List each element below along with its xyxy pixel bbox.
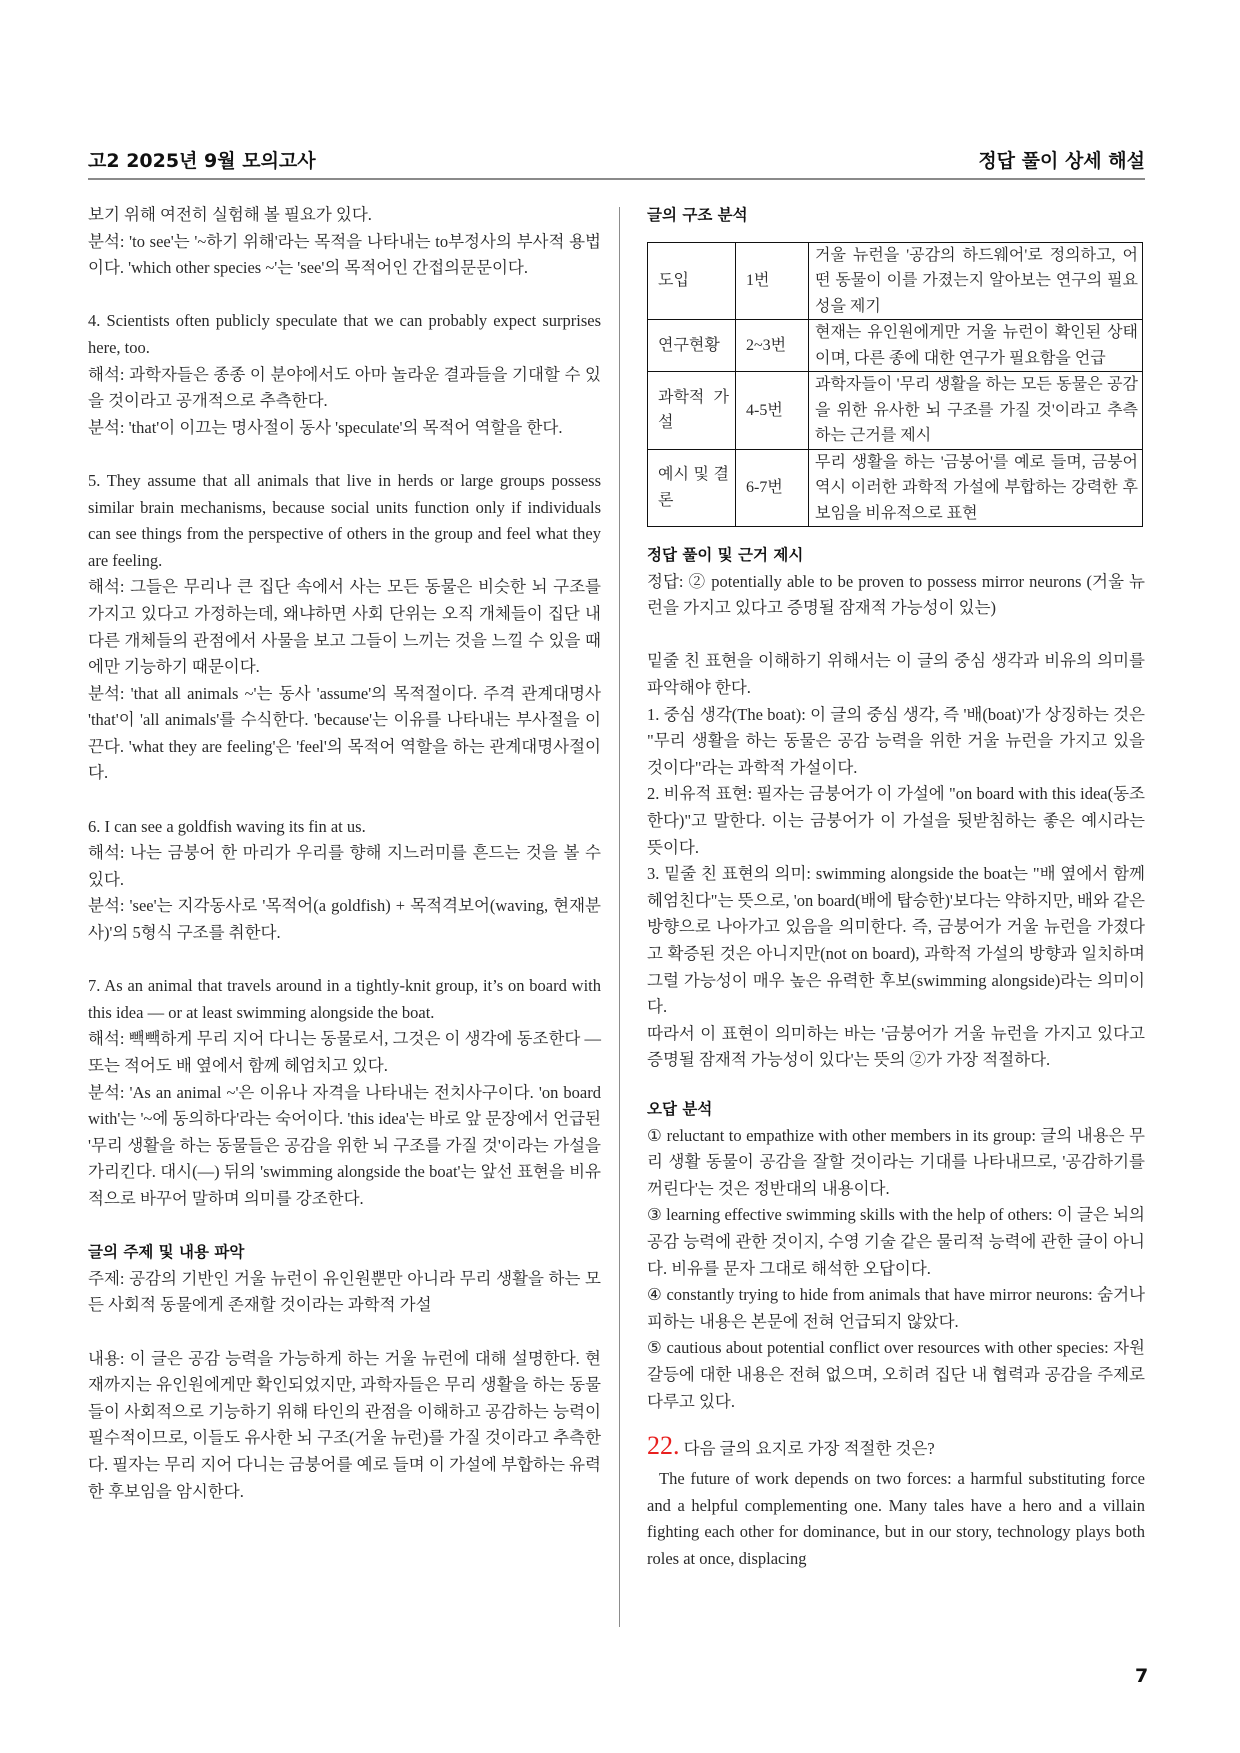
stage-cell: 예시 및 결론 xyxy=(648,449,736,527)
sentence-range-cell: 2~3번 xyxy=(736,320,809,372)
description-cell: 과학자들이 '무리 생활을 하는 모든 동물은 공감을 위한 유사한 뇌 구조를 가질 것'이라고 추측하는 근거를 제시 xyxy=(809,372,1143,450)
question-heading xyxy=(647,1429,1145,1466)
stage-cell: 과학적 가설 xyxy=(648,372,736,450)
question-prompt: 다음 글의 요지로 가장 적절한 것은? xyxy=(683,1439,935,1459)
section-heading: 글의 주제 및 내용 파악 xyxy=(88,1243,245,1262)
answer-section xyxy=(647,542,1145,1074)
english-sentence: 5. They assume that all animals that live in herds or large groups possess similar brain mechanisms, because social units function only if individuals can see things from the perspective of others in the group and feel what they are feeling. xyxy=(88,470,601,570)
wrong-answers-section xyxy=(647,1096,1145,1415)
right-column xyxy=(647,202,1145,1572)
exam-title: 고2 2025년 9월 모의고사 xyxy=(88,150,316,172)
description-cell: 거울 뉴런을 '공감의 하드웨어'로 정의하고, 어떤 동물이 이를 가졌는지 알아보는 연구의 필요성을 제기 xyxy=(809,242,1143,320)
translation-text: 해석: 그들은 무리나 큰 집단 속에서 사는 모든 동물은 비슷한 뇌 구조를 가지고 있다고 가정하는데, 왜냐하면 사회 단위는 오직 개체들이 집단 내 다른 개체들의 관점에서 사물을 보고 그들이 느끼는 것을 느낄 수 있을 때에만 기능하기 때문이다. xyxy=(88,577,601,677)
structure-table xyxy=(647,242,1143,528)
section-heading: 글의 구조 분석 xyxy=(647,206,748,224)
sentence-block-5 xyxy=(88,468,601,787)
table-row xyxy=(648,242,1143,320)
answer-point: 1. 중심 생각(The boat): 이 글의 중심 생각, 즉 '배(boat)'가 상징하는 것은 "무리 생활을 하는 동물은 공감 능력을 위한 거울 뉴런을 가지고 있을 것이다"라는 과학적 가설이다. xyxy=(647,704,1145,777)
left-column xyxy=(88,202,601,1505)
analysis-text: 분석: 'that all animals ~'는 동사 'assume'의 목적절이다. 주격 관계대명사 'that'이 'all animals'를 수식한다. 'because'는 이유를 나타내는 부사절을 이끈다. 'what they are feeling'은 'feel'의 목적어 역할을 하는 관계대명사절이다. xyxy=(88,683,601,783)
next-question xyxy=(647,1429,1145,1572)
section-heading: 오답 분석 xyxy=(647,1099,713,1118)
translation-text: 해석: 과학자들은 종종 이 분야에서도 아마 놀라운 결과들을 기대할 수 있을 것이라고 공개적으로 추측한다. xyxy=(88,364,601,411)
wrong-answer-item: ⑤ cautious about potential conflict over resources with other species: 자원 갈등에 대한 내용은 전혀 없으며, 오히려 집단 내 협력과 공감을 주제로 다루고 있다. xyxy=(647,1338,1145,1411)
analysis-text: 분석: 'As an animal ~'은 이유나 자격을 나타내는 전치사구이다. 'on board with'는 '~에 동의하다'라는 숙어이다. 'this idea'는 바로 앞 문장에서 언급된 '무리 생활을 하는 동물들은 공감을 위한 뇌 구조를 가질 것'이라는 가설을 가리킨다. 대시(—) 뒤의 'swimming alongside the boat'는 앞선 표현을 비유적으로 바꾸어 말하며 의미를 강조한다. xyxy=(88,1082,601,1208)
sentence-block-7 xyxy=(88,973,601,1212)
content-text: 내용: 이 글은 공감 능력을 가능하게 하는 거울 뉴런에 대해 설명한다. 현재까지는 유인원에게만 확인되었지만, 과학자들은 무리 생활을 하는 동물들이 사회적으로 기능하기 위해 타인의 관점을 이해하고 공감하는 능력이 필수적이므로, 이들도 유사한 뇌 구조(거울 뉴런)를 가질 것이라고 추측한다. 필자는 무리 지어 다니는 금붕어를 예로 들며 이 가설에 부합하는 유력한 후보임을 암시한다. xyxy=(88,1348,601,1501)
theme-section xyxy=(88,1239,601,1505)
translation-text: 해석: 빽빽하게 무리 지어 다니는 동물로서, 그것은 이 생각에 동조한다 — 또는 적어도 배 옆에서 함께 헤엄치고 있다. xyxy=(88,1029,601,1075)
theme-text: 주제: 공감의 기반인 거울 뉴런이 유인원뿐만 아니라 무리 생활을 하는 모든 사회적 동물에게 존재할 것이라는 과학적 가설 xyxy=(88,1268,601,1315)
analysis-text: 분석: 'see'는 지각동사로 '목적어(a goldfish) + 목적격보어(waving, 현재분사)'의 5형식 구조를 취한다. xyxy=(88,896,601,943)
answer-intro: 밑줄 친 표현을 이해하기 위해서는 이 글의 중심 생각과 비유의 의미를 파악해야 한다. xyxy=(647,651,1145,698)
sentence-range-cell: 4-5번 xyxy=(736,372,809,450)
question-passage: The future of work depends on two forces: a harmful substituting force and a helpful complementing one. Many tales have a hero and a villain fighting each other for dominance, but in our story, technology plays both roles at once, displacing xyxy=(647,1469,1145,1568)
sentence-range-cell: 1번 xyxy=(736,242,809,320)
correct-answer: 정답: ② potentially able to be proven to possess mirror neurons (거울 뉴런을 가지고 있다고 증명될 잠재적 가능성이 있는) xyxy=(647,571,1145,618)
wrong-answer-item: ① reluctant to empathize with other members in its group: 글의 내용은 무리 생활 동물이 공감을 잘할 것이라는 기대를 나타내므로, '공감하기를 꺼린다'는 것은 정반대의 내용이다. xyxy=(647,1125,1145,1198)
analysis-text: 분석: 'that'이 이끄는 명사절이 동사 'speculate'의 목적어 역할을 한다. xyxy=(88,417,563,437)
description-cell: 현재는 유인원에게만 거울 뉴런이 확인된 상태이며, 다른 종에 대한 연구가 필요함을 언급 xyxy=(809,320,1143,372)
section-heading: 정답 풀이 및 근거 제시 xyxy=(647,546,804,565)
table-row xyxy=(648,372,1143,450)
question-number: 22. xyxy=(647,1431,680,1461)
table-row xyxy=(648,320,1143,372)
column-divider xyxy=(619,207,620,1627)
page-number: 7 xyxy=(1135,1665,1149,1687)
sentence-block-4 xyxy=(88,308,601,441)
english-sentence: 7. As an animal that travels around in a tightly-knit group, it’s on board with this idea — or at least swimming alongside the boat. xyxy=(88,976,601,1022)
wrong-answer-item: ③ learning effective swimming skills with the help of others: 이 글은 뇌의 공감 능력에 관한 것이지, 수영 기술 같은 물리적 능력에 관한 글이 아니다. 비유를 문자 그대로 해석한 오답이다. xyxy=(647,1205,1145,1278)
stage-cell: 도입 xyxy=(648,242,736,320)
stage-cell: 연구현황 xyxy=(648,320,736,372)
wrong-answer-item: ④ constantly trying to hide from animals that have mirror neurons: 숨거나 피하는 내용은 본문에 전혀 언급되지 않았다. xyxy=(647,1285,1145,1331)
answer-conclusion: 따라서 이 표현이 의미하는 바는 '금붕어가 거울 뉴런을 가지고 있다고 증명될 잠재적 가능성이 있다'는 뜻의 ②가 가장 적절하다. xyxy=(647,1023,1145,1070)
answer-point: 2. 비유적 표현: 필자는 금붕어가 이 가설에 "on board with this idea(동조한다)"고 말한다. 이는 금붕어가 이 가설을 뒷받침하는 좋은 예시라는 뜻이다. xyxy=(647,784,1145,857)
answer-point: 3. 밑줄 친 표현의 의미: swimming alongside the boat는 "배 옆에서 함께 헤엄친다"는 뜻으로, 'on board(배에 탑승한)'보다는 약하지만, 배와 같은 방향으로 나아가고 있음을 의미한다. 즉, 금붕어가 거울 뉴런을 가졌다고 확증된 것은 아니지만(not on board), 과학적 가설의 방향과 일치하며 그럴 가능성이 매우 높은 유력한 후보(swimming alongside)라는 의미이다. xyxy=(647,864,1145,1017)
section-title: 정답 풀이 상세 해설 xyxy=(978,150,1145,172)
table-row xyxy=(648,449,1143,527)
page-header xyxy=(88,142,1145,180)
english-sentence: 6. I can see a goldfish waving its fin at us. xyxy=(88,816,366,836)
english-sentence: 4. Scientists often publicly speculate that we can probably expect surprises here, too. xyxy=(88,311,601,357)
analysis-text: 분석: 'to see'는 '~하기 위해'라는 목적을 나타내는 to부정사의 부사적 용법이다. 'which other species ~'는 'see'의 목적어인 간접의문문이다. xyxy=(88,231,601,278)
translation-text: 해석: 나는 금붕어 한 마리가 우리를 향해 지느러미를 흔드는 것을 볼 수 있다. xyxy=(88,843,601,889)
description-cell: 무리 생활을 하는 '금붕어'를 예로 들며, 금붕어 역시 이러한 과학적 가설에 부합하는 강력한 후보임을 비유적으로 표현 xyxy=(809,449,1143,527)
structure-section xyxy=(647,202,1145,527)
sentence-block-6 xyxy=(88,814,601,947)
sentence-range-cell: 6-7번 xyxy=(736,449,809,527)
continuation-text: 보기 위해 여전히 실험해 볼 필요가 있다. xyxy=(88,205,372,224)
